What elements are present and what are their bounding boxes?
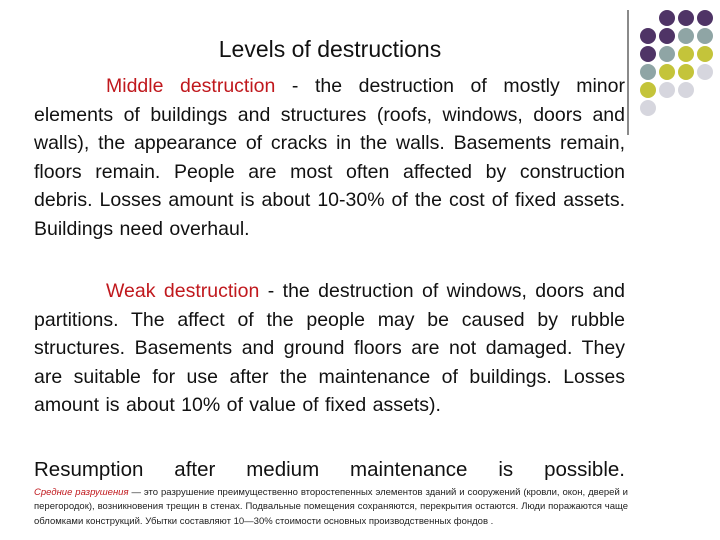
decorative-dot: [697, 64, 713, 80]
paragraph-middle-destruction: [34, 72, 625, 244]
decorative-dot: [659, 46, 675, 62]
text-weak-destruction: - the destruction of windows, doors and partitions. The affect of the people may be caused by rubble structures. Basements and ground floors are not damaged. They are suitable for use after the maintenance of buildings. Losses amount is about 10% of value of fixed assets).: [34, 280, 626, 417]
russian-term: Средние разрушения: [34, 487, 129, 498]
slide-title: Levels of destructions: [218, 36, 442, 62]
decorative-dot: [678, 46, 694, 62]
russian-text: — это разрушение преимущественно второстепенных элементов зданий и сооружений (кровли, окон, дверей и перегородок), возникновения трещин в стенах. Подвальные помещения сохраняются, перекрытия остаются. Люди поражаются чаще обломками конструкций. Убытки составляют 10—30% стоимости основных производственных фондов .: [34, 487, 628, 527]
decorative-dot: [659, 28, 675, 44]
decorative-dot: [697, 46, 713, 62]
text-middle-destruction: - the destruction of mostly minor elements of buildings and structures (roofs, windows, doors and walls), the appearance of cracks in the walls. Basements remain, floors remain. People are most often affected by construction debris. Losses amount is about 10-30% of the cost of fixed assets. Buildings need overhaul.: [34, 75, 625, 240]
decorative-dot: [640, 100, 656, 116]
decorative-dot: [640, 82, 656, 98]
decorative-dot: [678, 10, 694, 26]
decorative-dot: [640, 64, 656, 80]
russian-note: [34, 486, 628, 529]
decorative-dot: [659, 64, 675, 80]
decorative-dot-grid: [640, 10, 720, 120]
paragraph-weak-destruction: [34, 277, 625, 420]
decorative-dot: [659, 82, 675, 98]
decorative-dot: [678, 28, 694, 44]
decorative-vertical-line: [627, 10, 629, 135]
term-weak-destruction: Weak destruction: [106, 280, 260, 302]
decorative-dot: [678, 64, 694, 80]
decorative-dot: [697, 28, 713, 44]
decorative-dot: [659, 10, 675, 26]
decorative-dot: [678, 82, 694, 98]
term-middle-destruction: Middle destruction: [106, 75, 276, 97]
paragraph-resumption: Resumption after medium maintenance is possible.: [34, 458, 625, 481]
decorative-dot: [697, 10, 713, 26]
